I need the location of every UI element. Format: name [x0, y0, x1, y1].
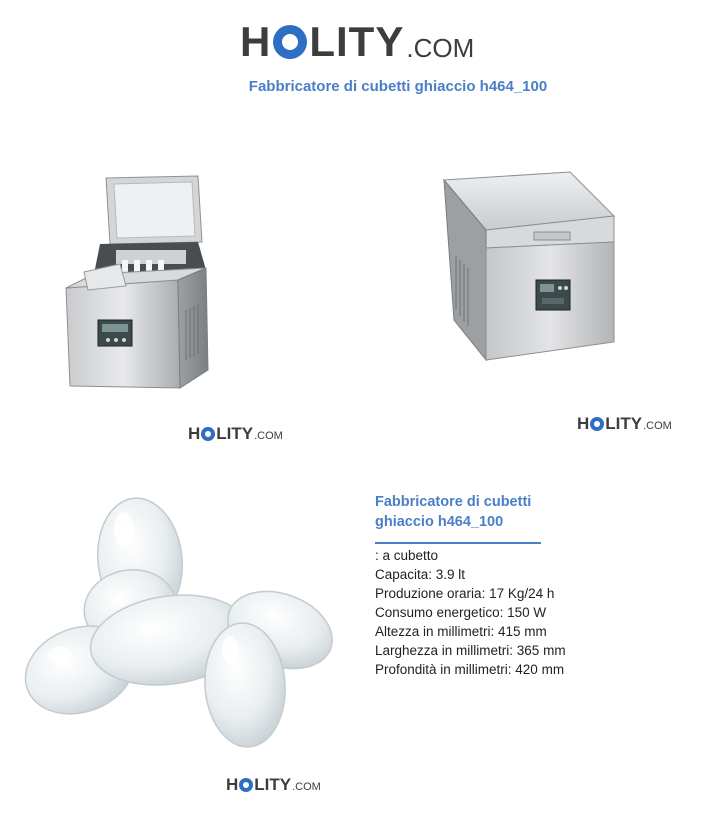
- spec-item-power: Consumo energetico: 150 W: [375, 605, 547, 620]
- spec-list: [375, 546, 566, 679]
- logo-letter-h: H: [577, 414, 590, 433]
- product-title: [375, 492, 595, 532]
- spec-item-type: : a cubetto: [375, 548, 439, 563]
- product-image-ice-cubes[interactable]: [20, 490, 340, 750]
- page-title: Fabbricatore di cubetti ghiaccio h464_100: [248, 78, 548, 95]
- logo-ring-icon: [273, 25, 307, 59]
- logo-ring-icon: [239, 778, 253, 792]
- logo-ring-icon: [201, 427, 215, 441]
- ice-maker-open-illustration: [30, 160, 230, 400]
- logo-letter-h: H: [226, 775, 239, 794]
- logo-dotcom: .COM: [254, 430, 283, 442]
- holity-logo-small: [226, 776, 321, 794]
- product-title-line-1: Fabbricatore di cubetti: [375, 494, 532, 510]
- logo-dotcom: .COM: [643, 420, 672, 432]
- logo-ring-icon: [590, 417, 604, 431]
- logo-letters-lity: LITY: [309, 18, 405, 65]
- logo-letters-lity: LITY: [216, 424, 254, 443]
- holity-logo-small: [577, 415, 672, 433]
- holity-logo-small: [188, 425, 283, 443]
- title-divider: [375, 542, 541, 544]
- logo-letter-h: H: [188, 424, 201, 443]
- product-title-line-2: ghiaccio h464_100: [375, 514, 504, 530]
- logo-dotcom: .COM: [292, 781, 321, 793]
- ice-maker-closed-illustration: [430, 160, 630, 370]
- logo-letters-lity: LITY: [605, 414, 643, 433]
- spec-item-capacity: Capacita: 3.9 lt: [375, 567, 466, 582]
- ice-cubes-illustration: [20, 490, 340, 750]
- spec-item-production: Produzione oraria: 17 Kg/24 h: [375, 586, 555, 601]
- spec-item-height: Altezza in millimetri: 415 mm: [375, 624, 547, 639]
- holity-logo[interactable]: [240, 20, 474, 64]
- product-image-open[interactable]: [30, 160, 230, 400]
- logo-letter-h: H: [240, 18, 272, 65]
- logo-letters-lity: LITY: [254, 775, 292, 794]
- product-image-closed[interactable]: [430, 160, 630, 370]
- spec-item-depth: Profondità in millimetri: 420 mm: [375, 662, 565, 677]
- logo-dotcom: .COM: [406, 33, 475, 63]
- spec-item-width: Larghezza in millimetri: 365 mm: [375, 643, 566, 658]
